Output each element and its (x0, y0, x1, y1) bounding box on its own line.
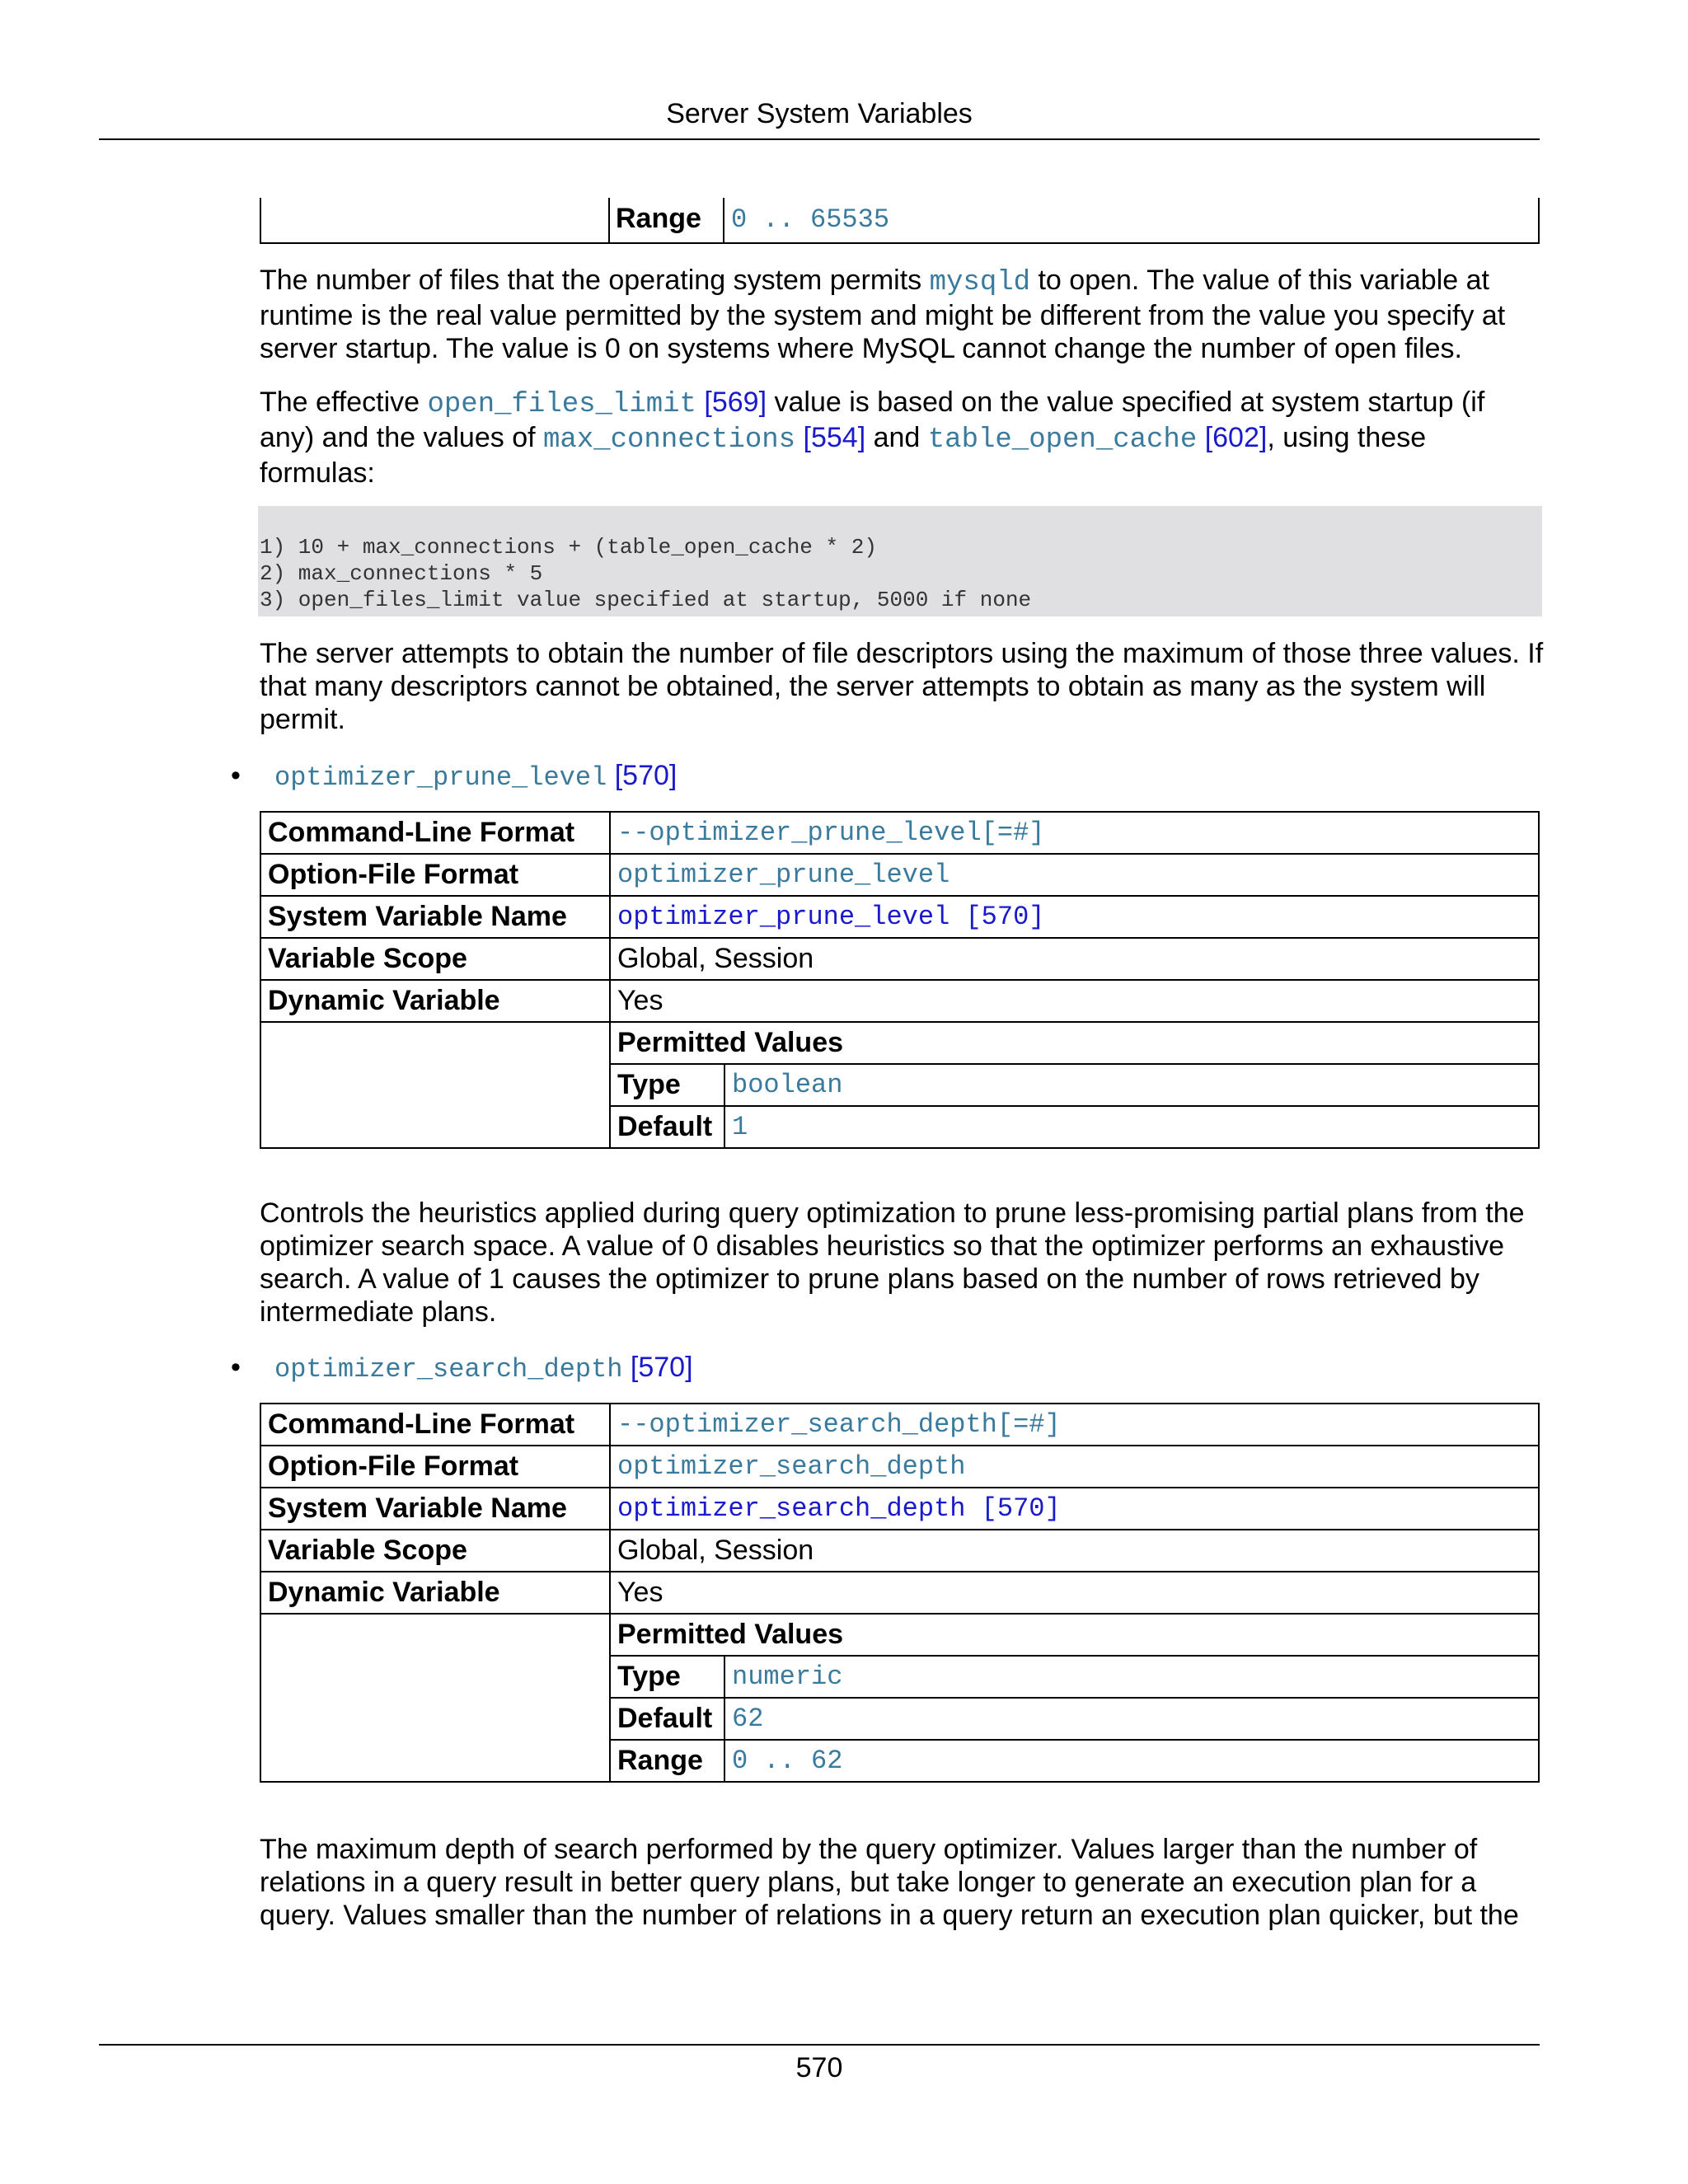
cell-label: Type (610, 1656, 724, 1698)
cell-value: 62 (724, 1698, 1539, 1740)
empty-cell (260, 1614, 610, 1782)
prune-level-table (260, 811, 1540, 1149)
table-row (260, 980, 1539, 1022)
cell-label: Default (610, 1106, 724, 1148)
cell-label: Command-Line Format (260, 1404, 610, 1446)
table-row (260, 1488, 1539, 1530)
table-open-cache-link[interactable]: table_open_cache (927, 424, 1198, 456)
permitted-values-heading: Permitted Values (610, 1614, 1539, 1656)
bullet: • (231, 1352, 241, 1383)
paragraph-open-files: The number of files that the operating system permits mysqld to open. The value of this variable at runtime is the real value permitted by the system and might be different from the value you specify at server startup. The value is 0 on systems where MySQL cannot change the number of open files. (260, 265, 1506, 364)
table-row (260, 812, 1539, 854)
cell-value: --optimizer_prune_level[=#] (610, 812, 1539, 854)
section-title-prune-level (274, 760, 677, 793)
ref-602-link[interactable]: [602] (1204, 422, 1268, 453)
mysqld-code: mysqld (929, 267, 1031, 298)
paragraph-search-depth: The maximum depth of search performed by the query optimizer. Values larger than the number of relations in a query result in better query plans, but take longer to generate an execution plan for a query. Values smaller than the number of relations in a query return an execution plan quicker, but the (260, 1834, 1519, 1931)
ref-569-link[interactable]: [569] (704, 387, 767, 418)
formula-code-block: 1) 10 + max_connections + (table_open_cache * 2) 2) max_connections * 5 3) open_files_limit value specified at startup, 5000 if none (258, 506, 1542, 616)
page-number: 570 (99, 2044, 1540, 2084)
cell-value: 1 (724, 1106, 1539, 1148)
table-row (260, 1530, 1539, 1572)
cell-label: Default (610, 1698, 724, 1740)
cell-value: Yes (610, 980, 1539, 1022)
empty-cell (260, 1022, 610, 1148)
table-row (260, 1404, 1539, 1446)
cell-value: --optimizer_search_depth[=#] (610, 1404, 1539, 1446)
cell-value: optimizer_prune_level (610, 854, 1539, 896)
cell-label: Dynamic Variable (260, 980, 610, 1022)
cell-value: Global, Session (610, 1530, 1539, 1572)
table-row (260, 896, 1539, 938)
open-files-limit-link[interactable]: open_files_limit (427, 389, 696, 420)
prune-level-ref-link[interactable]: [570] (614, 760, 678, 791)
search-depth-table (260, 1403, 1540, 1783)
cell-value: Global, Session (610, 938, 1539, 980)
search-depth-ref-link[interactable]: [570] (630, 1352, 693, 1383)
cell-label: Type (610, 1064, 724, 1106)
paragraph-effective-limit: The effective open_files_limit [569] value is based on the value specified at system startup (if any) and the values of max_connections [554] and table_open_cache [602], using these formulas: (260, 387, 1485, 489)
range-label: Range (616, 203, 701, 234)
cell-value: optimizer_search_depth (610, 1446, 1539, 1488)
cell-value: boolean (724, 1064, 1539, 1106)
search-depth-link[interactable]: optimizer_search_depth (274, 1354, 623, 1385)
cell-value: 0 .. 62 (724, 1740, 1539, 1782)
paragraph-descriptors: The server attempts to obtain the number of file descriptors using the maximum of those three values. If that many descriptors cannot be obtained, the server attempts to obtain as many as the system will permit. (260, 638, 1544, 735)
table-row (260, 938, 1539, 980)
table-row (260, 1022, 1539, 1064)
cell-label: Range (610, 1740, 724, 1782)
table-row (260, 1446, 1539, 1488)
table-row (260, 854, 1539, 896)
permitted-values-heading: Permitted Values (610, 1022, 1539, 1064)
cell-label: Variable Scope (260, 938, 610, 980)
ref-554-link[interactable]: [554] (803, 422, 866, 453)
max-connections-link[interactable]: max_connections (543, 424, 796, 456)
table-row (260, 1572, 1539, 1614)
cell-value: Yes (610, 1572, 1539, 1614)
table-row (260, 1614, 1539, 1656)
range-table-fragment (260, 198, 1540, 244)
bullet: • (231, 760, 241, 791)
cell-label: Command-Line Format (260, 812, 610, 854)
cell-label: Option-File Format (260, 1446, 610, 1488)
section-title-search-depth (274, 1352, 693, 1385)
cell-label: Dynamic Variable (260, 1572, 610, 1614)
cell-label: System Variable Name (260, 896, 610, 938)
cell-value-link[interactable]: optimizer_search_depth [570] (610, 1488, 1539, 1530)
cell-label: Variable Scope (260, 1530, 610, 1572)
cell-label: Option-File Format (260, 854, 610, 896)
cell-value-link[interactable]: optimizer_prune_level [570] (610, 896, 1539, 938)
cell-value: numeric (724, 1656, 1539, 1698)
cell-label: System Variable Name (260, 1488, 610, 1530)
prune-level-link[interactable]: optimizer_prune_level (274, 762, 607, 793)
paragraph-prune-level: Controls the heuristics applied during query optimization to prune less-promising partial plans from the optimizer search space. A value of 0 disables heuristics so that the optimizer performs an exhaustive search. A value of 1 causes the optimizer to prune plans based on the number of rows retrieved by intermediate plans. (260, 1197, 1525, 1328)
page-header: Server System Variables (99, 92, 1540, 140)
range-value: 0 .. 65535 (731, 204, 890, 235)
